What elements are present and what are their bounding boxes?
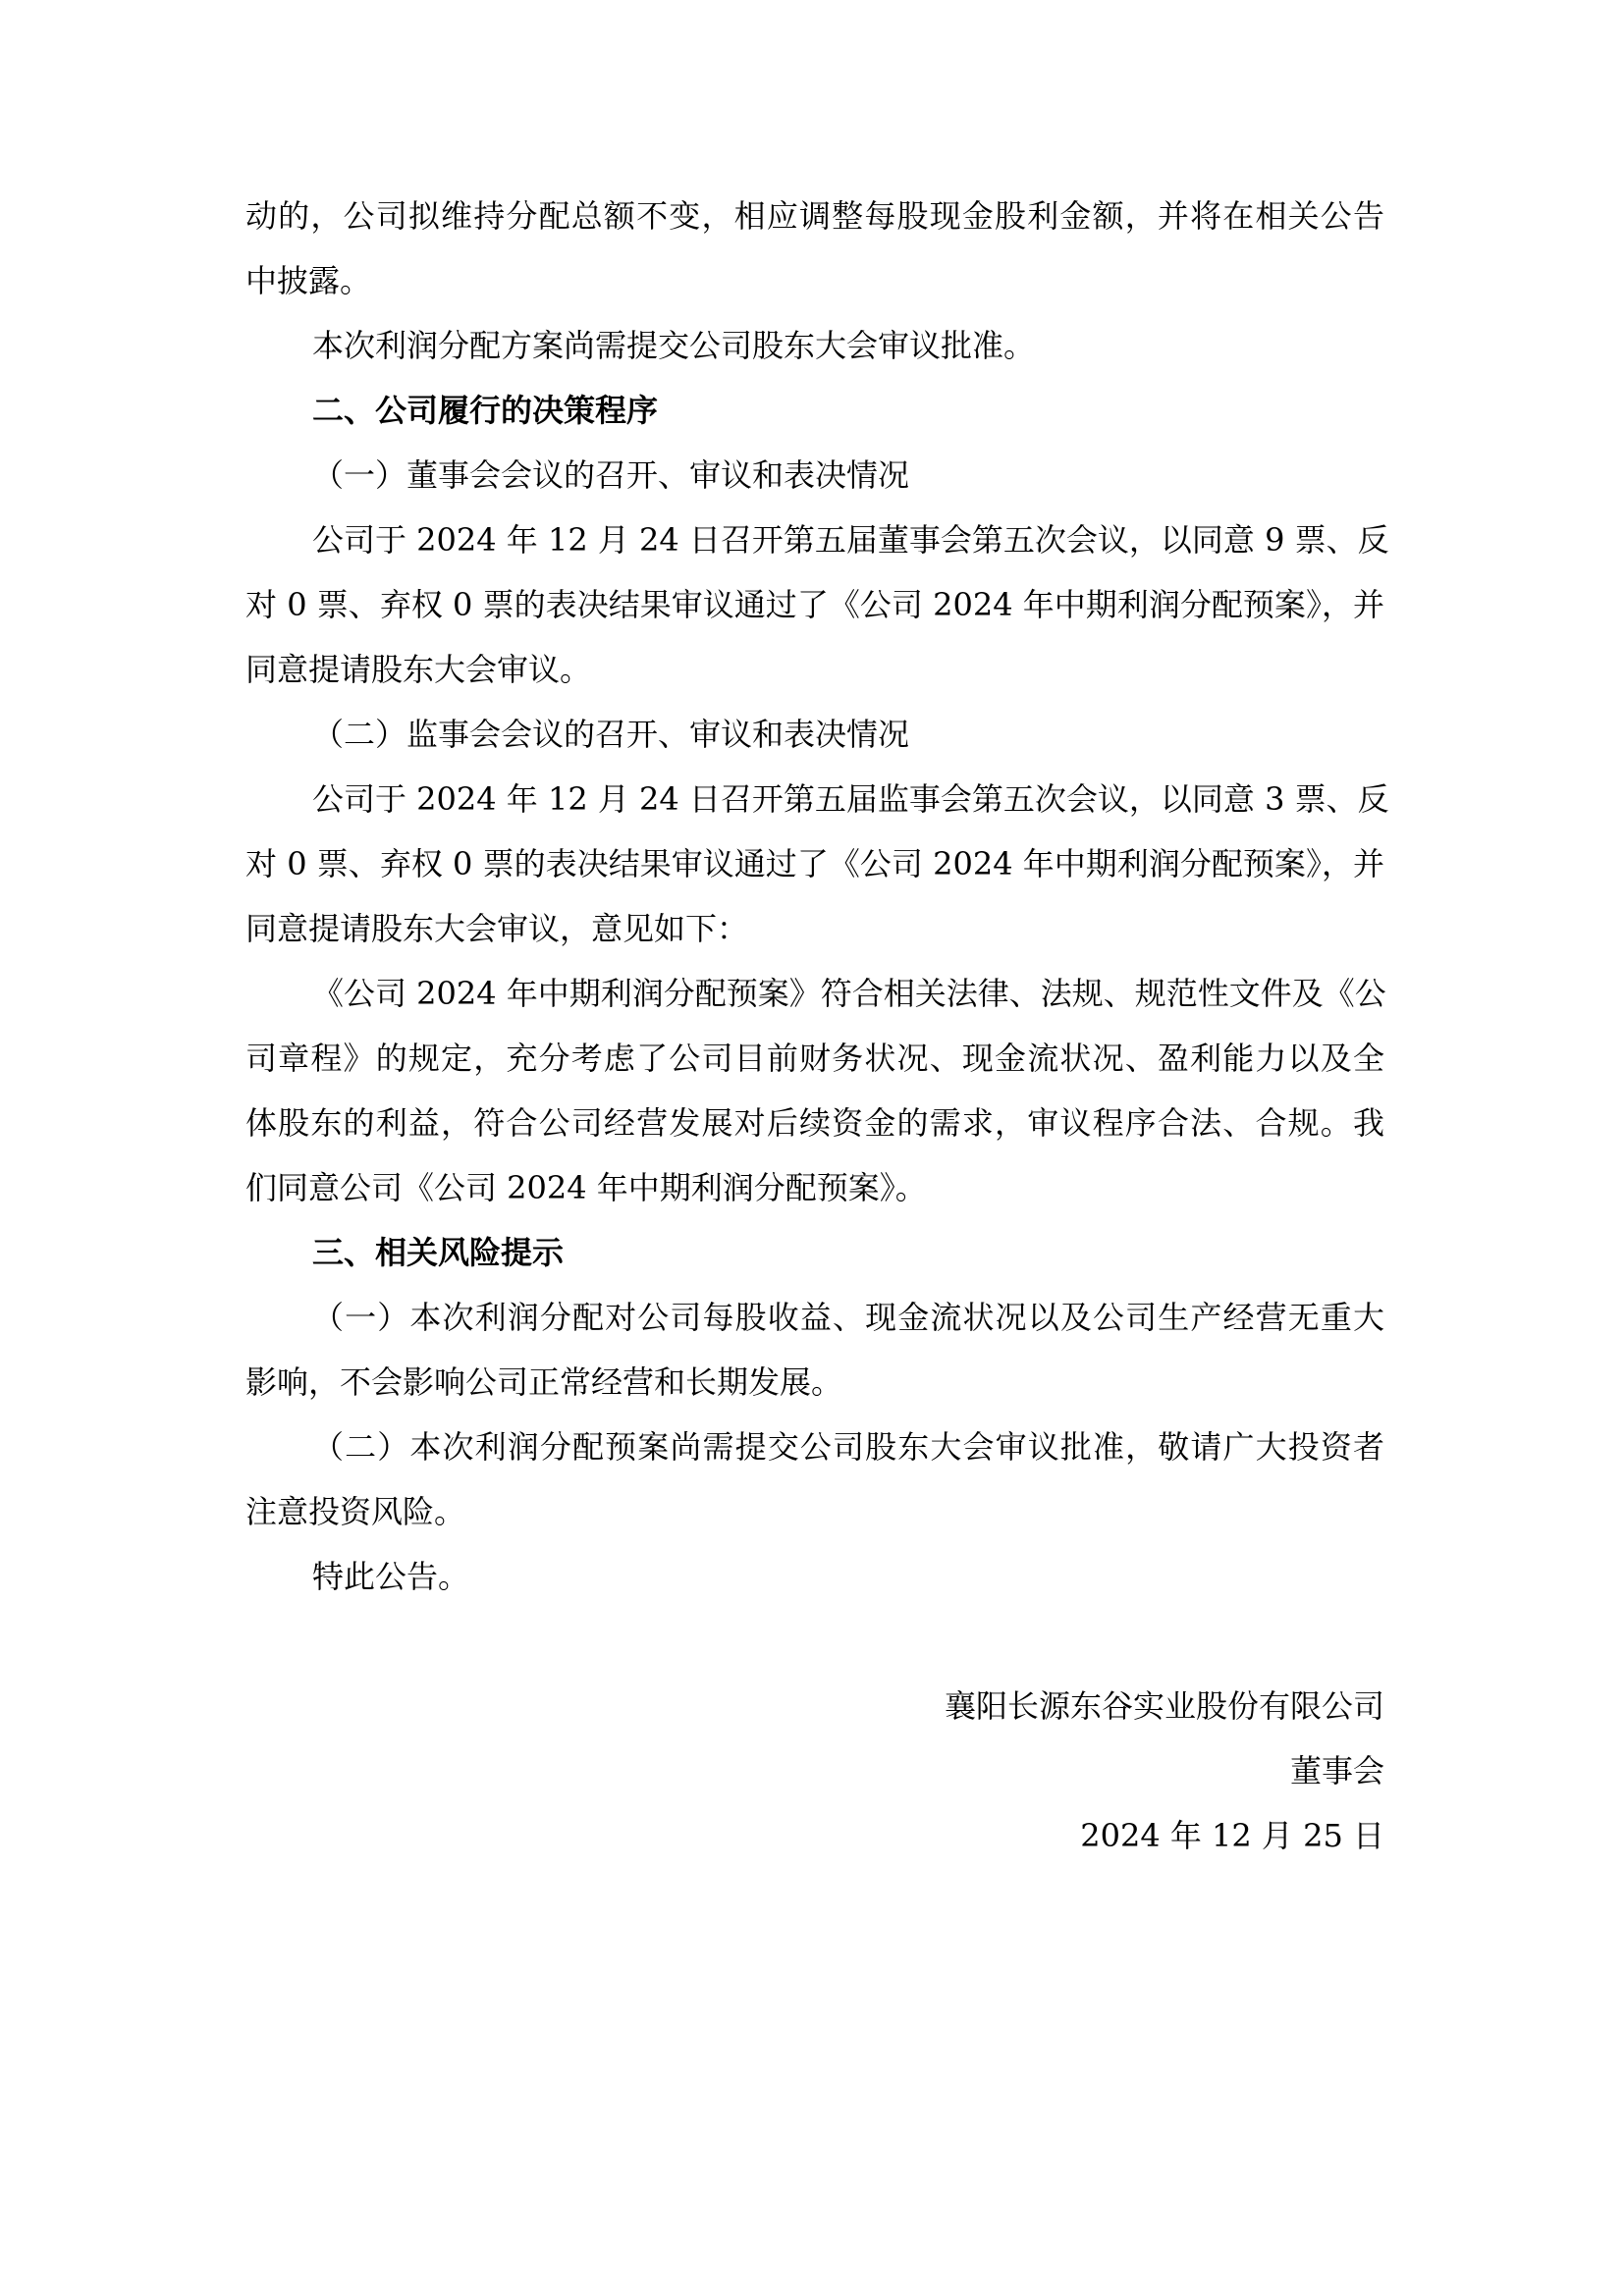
paragraph-line: 本次利润分配方案尚需提交公司股东大会审议批准。 [312,327,1036,364]
paragraph-line: 同意提请股东大会审议，意见如下： [245,910,749,947]
signature-board: 董事会 [1289,1752,1384,1789]
paragraph-line: 公司于 2024 年 12 月 24 日召开第五届监事会第五次会议，以同意 3 票、反 [312,780,1389,818]
paragraph-line: 同意提请股东大会审议。 [245,651,592,688]
paragraph-line: （二）本次利润分配预案尚需提交公司股东大会审议批准，敬请广大投资者 [312,1428,1384,1466]
paragraph-line: 《公司 2024 年中期利润分配预案》符合相关法律、法规、规范性文件及《公 [312,975,1386,1012]
section-heading: 三、相关风险提示 [312,1234,565,1271]
subsection-heading: （二）监事会会议的召开、审议和表决情况 [312,716,910,753]
paragraph-line: 对 0 票、弃权 0 票的表决结果审议通过了《公司 2024 年中期利润分配预案》，并 [245,845,1384,882]
section-heading: 二、公司履行的决策程序 [312,392,659,429]
paragraph-line: 司章程》的规定，充分考虑了公司目前财务状况、现金流状况、盈利能力以及全 [245,1040,1384,1077]
paragraph-line: 对 0 票、弃权 0 票的表决结果审议通过了《公司 2024 年中期利润分配预案》，并 [245,586,1384,623]
subsection-heading: （一）董事会会议的召开、审议和表决情况 [312,456,910,494]
paragraph-line: 们同意公司《公司 2024 年中期利润分配预案》。 [245,1169,927,1206]
closing-line: 特此公告。 [312,1558,470,1595]
paragraph-line: 中披露。 [245,262,372,299]
paragraph-line: 体股东的利益，符合公司经营发展对后续资金的需求，审议程序合法、合规。我 [245,1104,1384,1142]
paragraph-line: （一）本次利润分配对公司每股收益、现金流状况以及公司生产经营无重大 [312,1299,1384,1336]
paragraph-line: 动的，公司拟维持分配总额不变，相应调整每股现金股利金额，并将在相关公告 [245,197,1384,235]
paragraph-line: 公司于 2024 年 12 月 24 日召开第五届董事会第五次会议，以同意 9 票、反 [312,521,1389,559]
signature-date: 2024 年 12 月 25 日 [1080,1817,1384,1854]
paragraph-line: 注意投资风险。 [245,1493,466,1530]
paragraph-line: 影响，不会影响公司正常经营和长期发展。 [245,1363,843,1401]
signature-company: 襄阳长源东谷实业股份有限公司 [944,1687,1384,1725]
